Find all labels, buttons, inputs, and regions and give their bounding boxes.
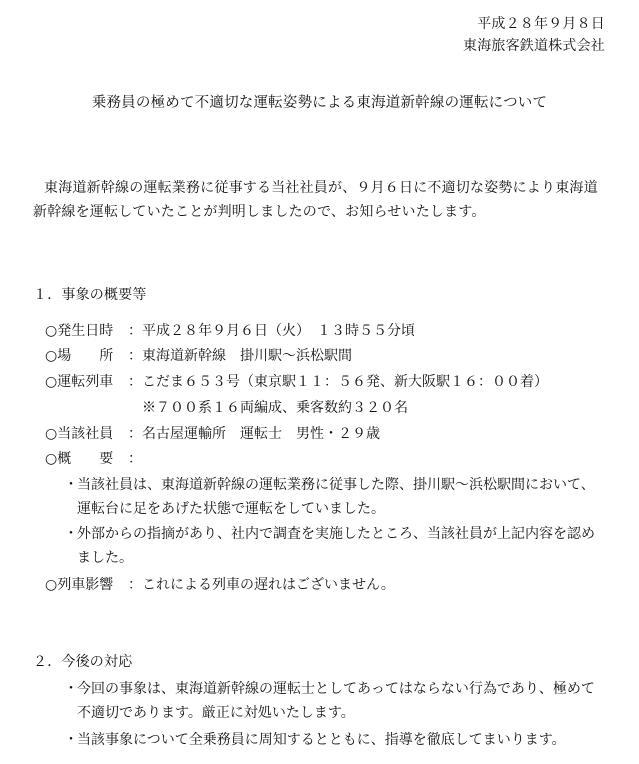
detail-value: ：これによる列車の遅れはございません。: [128, 577, 395, 593]
summary-bullet: [64, 522, 604, 570]
action-bullet: [64, 677, 604, 725]
detail-value: ：こだま６５３号（東京駅１１：５６発、新大阪駅１６：００着）: [128, 374, 548, 390]
bullet-text: 当該事象について全乗務員に周知するとともに、指導を徹底してまいります。: [77, 732, 566, 748]
intro-line-2: 新幹線を運転していたことが判明しましたので、お知らせいたします。: [33, 204, 486, 220]
detail-label: ○当該社員: [45, 426, 114, 442]
section-1-heading: １．事象の概要等: [33, 287, 147, 303]
detail-label: ○発生日時: [45, 323, 114, 339]
detail-label: ○運転列車: [45, 374, 114, 390]
bullet-dot-icon: ・: [64, 477, 78, 493]
detail-value: ：平成２８年９月６日（火） １３時５５分頃: [128, 323, 415, 339]
detail-value: ：東海道新幹線 掛川駅〜浜松駅間: [128, 348, 352, 364]
detail-value: ※７００系１６両編成、乗客数約３２０名: [142, 400, 408, 416]
action-bullet: [64, 728, 604, 752]
summary-bullet: [64, 473, 604, 521]
bullet-dot-icon: ・: [64, 526, 78, 542]
bullet-dot-icon: ・: [64, 732, 78, 748]
bullet-text: 今回の事象は、東海道新幹線の運転士としてあってはならない行為であり、極めて不適切であります。厳正に対処いたします。: [77, 681, 595, 721]
release-date: 平成２８年９月８日: [477, 16, 605, 32]
bullet-text: 当該社員は、東海道新幹線の運転業務に従事した際、掛川駅〜浜松駅間において、運転台に足をあげた状態で運転をしていました。: [77, 477, 595, 517]
document-title: 乗務員の極めて不適切な運転姿勢による東海道新幹線の運転について: [91, 95, 548, 111]
detail-label: ○場 所: [45, 348, 114, 364]
bullet-text: 外部からの指摘があり、社内で調査を実施したところ、当該社員が上記内容を認めました。: [77, 526, 595, 566]
detail-value: ：: [128, 451, 142, 467]
company-name: 東海旅客鉄道株式会社: [463, 38, 605, 54]
intro-line-1: 東海道新幹線の運転業務に従事する当社社員が、９月６日に不適切な姿勢により東海道: [44, 180, 598, 196]
detail-label: ○概 要: [45, 451, 114, 467]
detail-label: ○列車影響: [45, 577, 114, 593]
detail-value: ：名古屋運輸所 運転士 男性・２９歳: [128, 426, 380, 442]
section-2-heading: ２．今後の対応: [33, 654, 133, 670]
bullet-dot-icon: ・: [64, 681, 78, 697]
